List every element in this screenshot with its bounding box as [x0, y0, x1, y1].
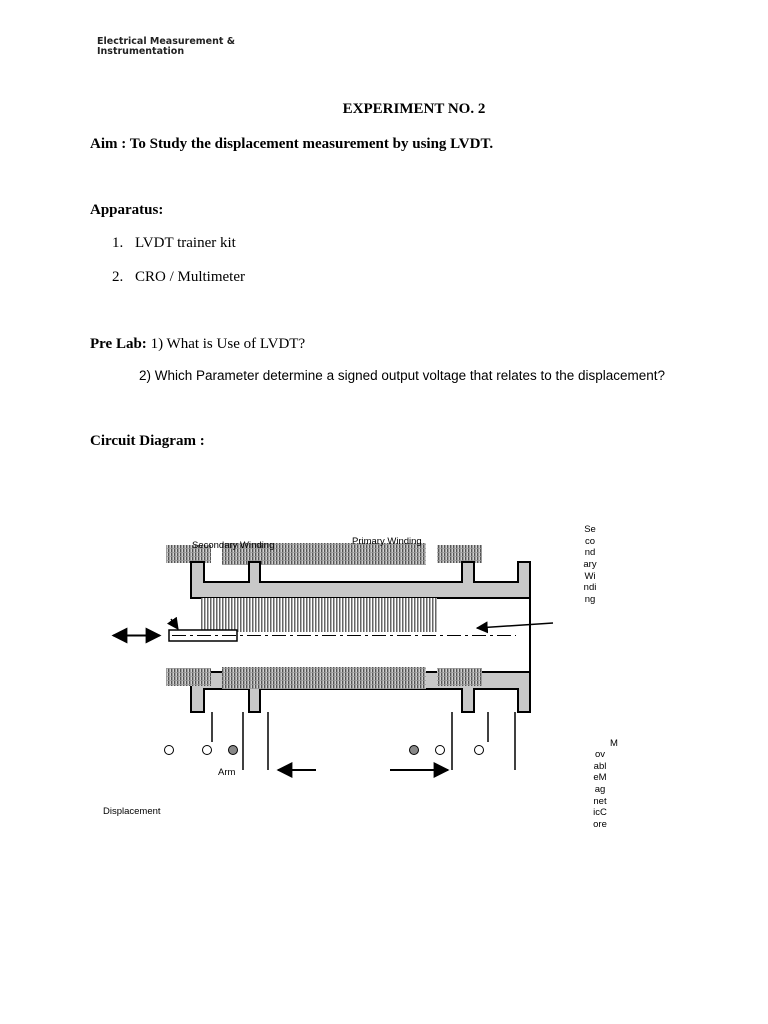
terminal-filled-1	[229, 746, 238, 755]
secondary-winding-vertical-label: SecondaryWinding	[583, 524, 597, 605]
core-pointer-arrow	[477, 623, 553, 628]
displacement-label: Displacement	[103, 806, 161, 817]
secondary-coil-top-right	[437, 545, 482, 563]
primary-winding-label: Primary Winding	[352, 536, 422, 547]
terminal-open-2	[203, 746, 212, 755]
arm-label: Arm	[218, 767, 236, 778]
experiment-title: EXPERIMENT NO. 2	[342, 101, 486, 117]
apparatus-item-number: 2.	[112, 269, 124, 285]
primary-coil-bottom	[222, 667, 426, 689]
lead-wires	[212, 712, 515, 770]
terminal-filled-2	[410, 746, 419, 755]
housing-top	[191, 562, 530, 598]
terminal-open-1	[165, 746, 174, 755]
circuit-diagram-heading: Circuit Diagram :	[90, 433, 205, 449]
secondary-winding-top-label: Secondary Winding	[192, 540, 275, 551]
secondary-coil-bottom-right	[437, 668, 482, 686]
core-vertical-label-start: M	[610, 738, 618, 749]
apparatus-item-text: LVDT trainer kit	[135, 235, 236, 251]
apparatus-heading: Apparatus:	[90, 202, 164, 218]
movable-core-vertical-label: ovableMagneticCore	[593, 749, 607, 830]
terminal-open-4	[475, 746, 484, 755]
terminal-open-3	[436, 746, 445, 755]
movable-core	[201, 598, 437, 632]
prelab-label: Pre Lab:	[90, 336, 147, 352]
arm-pointer-arrow	[171, 619, 178, 629]
secondary-coil-bottom-left	[166, 668, 211, 686]
apparatus-item-text: CRO / Multimeter	[135, 269, 245, 285]
aim-text: Aim : To Study the displacement measurement by using LVDT.	[90, 136, 494, 152]
apparatus-item-number: 1.	[112, 235, 124, 251]
header-line-2: Instrumentation	[97, 46, 185, 57]
header-line-1: Electrical Measurement &	[97, 36, 236, 47]
prelab-question-2: 2) Which Parameter determine a signed output voltage that relates to the displacement?	[139, 368, 666, 383]
prelab-question-1: 1) What is Use of LVDT?	[146, 336, 306, 352]
